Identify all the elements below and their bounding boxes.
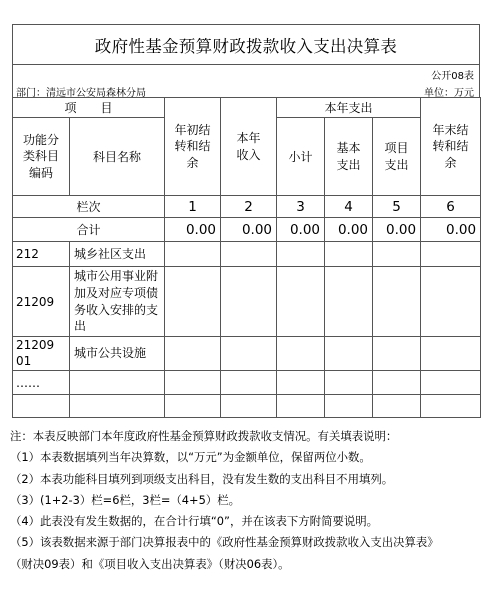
empty-cell: [221, 337, 277, 371]
row-code: 212: [13, 242, 70, 267]
column-number: 1: [165, 196, 221, 218]
item-name-header: 科目名称: [70, 118, 165, 196]
empty-cell: [325, 267, 373, 337]
table-meta: [12, 64, 480, 97]
empty-cell: [277, 242, 325, 267]
begin-balance-header: [165, 98, 221, 196]
column-number: 2: [221, 196, 277, 218]
subtotal-header: 小计: [277, 118, 325, 196]
note-line: （财决09表）和《项目收入支出决算表》（财决06表）。: [10, 556, 290, 571]
total-row: [13, 218, 481, 242]
note-line: （4）此表没有发生数据的，在合计行填“0”，并在该表下方附简要说明。: [10, 514, 379, 529]
row-name: 城乡社区支出: [70, 242, 165, 267]
table-row: [13, 242, 481, 267]
basic-expense-label: 基本 支出: [336, 141, 361, 172]
empty-cell: [277, 267, 325, 337]
empty-cell: [221, 242, 277, 267]
table-row: [13, 395, 481, 418]
empty-cell: [165, 267, 221, 337]
empty-cell: [165, 242, 221, 267]
empty-cell: [221, 267, 277, 337]
current-income-label: 本年 收入: [236, 131, 261, 162]
note-line: （1）本表数据填列当年决算数，以“万元”为金额单位，保留两位小数。: [10, 450, 371, 465]
empty-cell: [373, 395, 421, 418]
total-value: 0.00: [165, 218, 221, 242]
column-number: 4: [325, 196, 373, 218]
row-code: 21209: [13, 267, 70, 337]
empty-cell: [221, 395, 277, 418]
project-header: 项 目: [13, 98, 165, 118]
empty-cell: [277, 371, 325, 395]
note-line: （3）(1+2-3）栏=6栏，3栏=（4+5）栏。: [10, 492, 241, 507]
current-year-expense-header: 本年支出: [277, 98, 421, 118]
form-code: 公开08表: [431, 71, 474, 82]
column-number: 6: [421, 196, 481, 218]
total-value: 0.00: [277, 218, 325, 242]
total-value: 0.00: [421, 218, 481, 242]
empty-cell: [165, 371, 221, 395]
empty-cell: [421, 395, 481, 418]
empty-cell: [373, 337, 421, 371]
total-value: 0.00: [325, 218, 373, 242]
column-number: 5: [373, 196, 421, 218]
current-income-header: [221, 98, 277, 196]
note-line: 注：本表反映部门本年度政府性基金预算财政拨款收支情况。有关填表说明：: [10, 429, 398, 443]
empty-cell: [277, 395, 325, 418]
begin-balance-label: 年初结 转和结 余: [174, 123, 211, 170]
row-name: [70, 371, 165, 395]
page-title: 政府性基金预算财政拨款收入支出决算表: [12, 24, 480, 64]
empty-cell: [325, 242, 373, 267]
total-value: 0.00: [373, 218, 421, 242]
row-code: ……: [13, 371, 70, 395]
empty-cell: [373, 267, 421, 337]
empty-cell: [421, 371, 481, 395]
unit-label: 单位：万元: [424, 88, 474, 99]
row-name: 城市公用事业附加及对应专项债务收入安排的支出: [70, 267, 165, 337]
empty-cell: [421, 267, 481, 337]
column-number: 3: [277, 196, 325, 218]
notes-section: [10, 426, 490, 575]
end-balance-header: [421, 98, 481, 196]
note-line: （2）本表功能科目填列到项级支出科目，没有发生数的支出科目不用填列。: [10, 471, 394, 486]
project-expense-label: 项目 支出: [384, 141, 409, 172]
table-row: [13, 267, 481, 337]
table-row: [13, 337, 481, 371]
basic-expense-header: [325, 118, 373, 196]
total-value: 0.00: [221, 218, 277, 242]
project-expense-header: [373, 118, 421, 196]
empty-cell: [325, 371, 373, 395]
budget-table: [12, 97, 481, 418]
department-label: 部门：清远市公安局森林分局: [16, 88, 146, 99]
empty-cell: [13, 395, 70, 418]
empty-cell: [325, 337, 373, 371]
empty-cell: [165, 337, 221, 371]
table-row: [13, 371, 481, 395]
column-number-label: 栏次: [13, 196, 165, 218]
empty-cell: [373, 242, 421, 267]
row-code: 21209 01: [13, 337, 70, 371]
row-name: 城市公共设施: [70, 337, 165, 371]
func-code-header: [13, 118, 70, 196]
empty-cell: [221, 371, 277, 395]
empty-cell: [421, 242, 481, 267]
func-code-label: 功能分 类科目 编码: [22, 133, 59, 180]
column-number-row: [13, 196, 481, 218]
end-balance-label: 年末结 转和结 余: [432, 123, 469, 170]
note-line: （5）该表数据来源于部门决算报表中的《政府性基金预算财政拨款收入支出决算表》: [10, 535, 439, 550]
empty-cell: [325, 395, 373, 418]
total-label: 合计: [13, 218, 165, 242]
empty-cell: [277, 337, 325, 371]
empty-cell: [70, 395, 165, 418]
empty-cell: [165, 395, 221, 418]
empty-cell: [421, 337, 481, 371]
empty-cell: [373, 371, 421, 395]
